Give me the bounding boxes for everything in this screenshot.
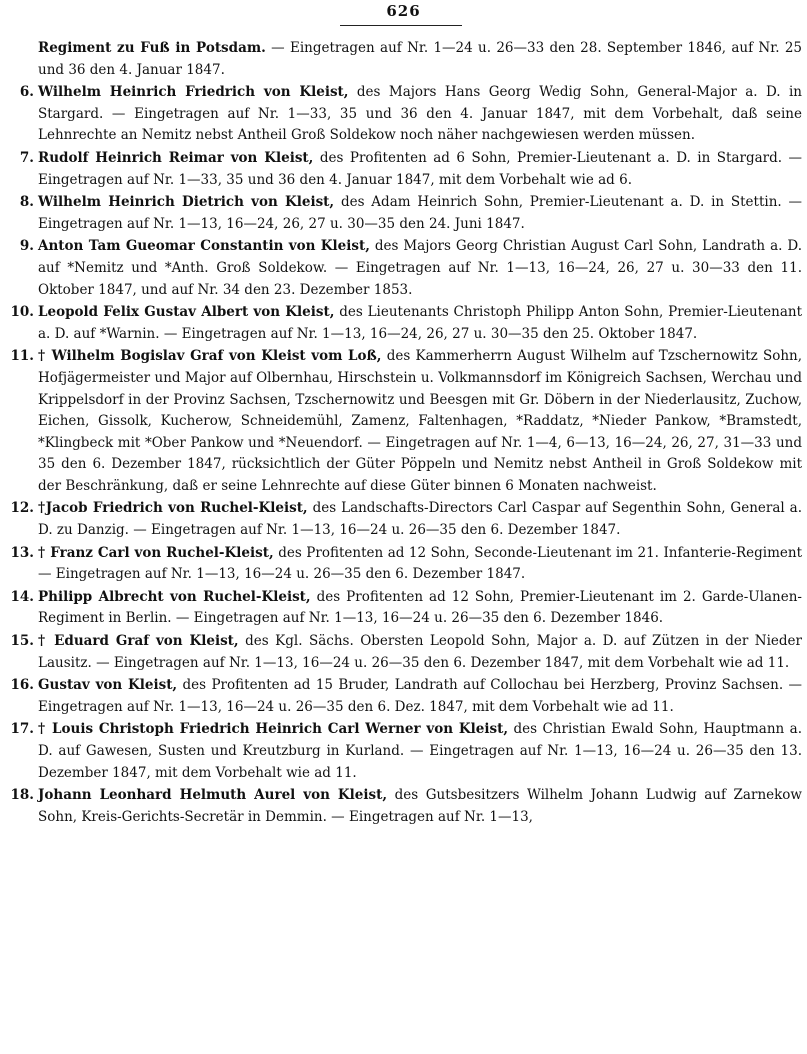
- entry-name: † Wilhelm Bogislav Graf von Kleist vom Loß,: [38, 348, 382, 365]
- entry-text: des Profitenten ad 15 Bruder, Landrath auf Collochau bei Herzberg, Provinz Sachsen. — Eingetragen auf Nr. 1—13, 16—24 u. 26—35 den 6. Dez. 1847, mit dem Vorbehalt wie ad 11.: [38, 677, 802, 715]
- entry-number: 9.: [19, 238, 34, 255]
- entry-text: des Majors Georg Christian August Carl Sohn, Landrath a. D. auf *Nemitz und *Anth. Groß Soldekow. — Eingetragen auf Nr. 1—13, 16—24, 26, 27 u. 30—33 den 11. Oktober 1847, und auf Nr. 34 den 23. Dezember 1853.: [38, 238, 802, 298]
- entry-number: 10.: [10, 304, 34, 321]
- entry-number: 17.: [10, 721, 34, 738]
- entry-number: 7.: [19, 149, 34, 166]
- entry-number: 8.: [19, 194, 34, 211]
- entry-text: des Christian Ewald Sohn, Hauptmann a. D. auf Gawesen, Susten und Kreutzburg in Kurland. — Eingetragen auf Nr. 1—13, 16—24 u. 26—35 den 13. Dezember 1847, mit dem Vorbehalt wie ad 11.: [38, 721, 803, 781]
- entry-continuation: [0, 38, 807, 81]
- entry-number: 15.: [10, 633, 34, 650]
- entry-name: † Louis Christoph Friedrich Heinrich Carl Werner von Kleist,: [38, 721, 509, 738]
- entry-10: [0, 302, 807, 345]
- entry-text: des Majors Hans Georg Wedig Sohn, General-Major a. D. in Stargard. — Eingetragen auf Nr. 1—33, 35 und 36 den 4. Januar 1847, mit dem Vorbehalt, daß seine Lehnrechte an Nemitz nebst Antheil Groß Soldekow noch näher nachgewiesen werden müssen.: [38, 84, 802, 144]
- entry-name: Regiment zu Fuß in Potsdam.: [38, 40, 266, 56]
- entry-7: [0, 148, 807, 191]
- entry-name: Rudolf Heinrich Reimar von Kleist,: [38, 149, 314, 166]
- entry-name: Leopold Felix Gustav Albert von Kleist,: [38, 304, 335, 321]
- entry-9: [0, 236, 807, 301]
- entry-text: des Profitenten ad 12 Sohn, Premier-Lieutenant im 2. Garde-Ulanen-Regiment in Berlin. — Eingetragen auf Nr. 1—13, 16—24 u. 26—35 den 6. Dezember 1846.: [38, 588, 802, 627]
- entry-number: 6.: [19, 84, 34, 101]
- entry-name: Anton Tam Gueomar Constantin von Kleist,: [38, 238, 370, 255]
- entry-text: des Lieutenants Christoph Philipp Anton Sohn, Premier-Lieutenant a. D. auf *Warnin. — Eingetragen auf Nr. 1—13, 16—24, 26, 27 u. 30—35 den 25. Oktober 1847.: [38, 304, 803, 342]
- entry-18: [0, 785, 807, 828]
- entry-name: † Franz Carl von Ruchel-Kleist,: [38, 544, 274, 561]
- entry-name: Johann Leonhard Helmuth Aurel von Kleist,: [38, 787, 388, 804]
- entry-number: 18.: [10, 787, 34, 804]
- entry-text: — Eingetragen auf Nr. 1—24 u. 26—33 den 28. September 1846, auf Nr. 25 und 36 den 4. Januar 1847.: [38, 40, 803, 78]
- entry-text: des Gutsbesitzers Wilhelm Johann Ludwig auf Zarnekow Sohn, Kreis-Gerichts-Secretär in Demmin. — Eingetragen auf Nr. 1—13,: [38, 787, 802, 825]
- entry-6: [0, 82, 807, 147]
- entry-name: Wilhelm Heinrich Dietrich von Kleist,: [38, 194, 335, 211]
- entry-number: 14.: [10, 588, 34, 605]
- entry-number: 16.: [10, 677, 34, 694]
- page-number: 626: [386, 2, 421, 20]
- entry-name: Wilhelm Heinrich Friedrich von Kleist,: [38, 84, 349, 101]
- entry-13: [0, 543, 807, 586]
- entry-17: [0, 719, 807, 784]
- entry-text: des Landschafts-Directors Carl Caspar auf Segenthin Sohn, General a. D. zu Danzig. — Eingetragen auf Nr. 1—13, 16—24 u. 26—35 den 6. Dezember 1847.: [38, 500, 802, 539]
- entry-name: † Eduard Graf von Kleist,: [38, 633, 239, 650]
- entry-text: des Adam Heinrich Sohn, Premier-Lieutenant a. D. in Stettin. — Eingetragen auf Nr. 1—13, 16—24, 26, 27 u. 30—35 den 24. Juni 1847.: [38, 194, 803, 232]
- entry-text: des Kgl. Sächs. Obersten Leopold Sohn, Major a. D. auf Zützen in der Nieder Lausitz. — Eingetragen auf Nr. 1—13, 16—24 u. 26—35 den 6. Dezember 1847, mit dem Vorbehalt wie ad 11.: [38, 633, 802, 671]
- entry-text: des Kammerherrn August Wilhelm auf Tzschernowitz Sohn, Hofjägermeister und Major auf Olbernhau, Hirschstein u. Volkmannsdorf im Königreich Sachsen, Werchau und Krippelsdorf in der Provinz Sachsen, Tzschernowitz und Beesgen mit Gr. Döbern in der Niederlausitz, Zuchow, Eichen, Gissolk, Kucherow, Schneidemühl, Zamenz, Faltenhagen, *Raddatz, *Nieder Pankow, *Bramstedt, *Klingbeck mit *Ober Pankow und *Neuendorf. — Eingetragen auf Nr. 1—4, 6—13, 16—24, 26, 27, 31—33 und 35 den 6. Dezember 1847, rücksichtlich der Güter Pöppeln und Nemitz nebst Antheil in Groß Soldekow mit der Beschränkung, daß er seine Lehnrechte auf diese Güter binnen 6 Monaten nachweist.: [38, 348, 802, 494]
- entry-text: des Profitenten ad 12 Sohn, Seconde-Lieutenant im 21. Infanterie-Regiment — Eingetragen auf Nr. 1—13, 16—24 u. 26—35 den 6. Dezember 1847.: [38, 544, 803, 583]
- entry-11: [0, 346, 807, 497]
- entry-16: [0, 675, 807, 718]
- entry-name: †Jacob Friedrich von Ruchel-Kleist,: [38, 500, 308, 517]
- entry-text: des Profitenten ad 6 Sohn, Premier-Lieutenant a. D. in Stargard. — Eingetragen auf Nr. 1—33, 35 und 36 den 4. Januar 1847, mit dem Vorbehalt wie ad 6.: [38, 149, 803, 188]
- entry-8: [0, 192, 807, 235]
- entry-12: [0, 498, 807, 541]
- entry-14: [0, 587, 807, 630]
- entry-number: 12.: [10, 500, 34, 517]
- entries-list: [0, 38, 807, 828]
- entry-number: 11.: [10, 348, 34, 365]
- entry-name: Philipp Albrecht von Ruchel-Kleist,: [38, 588, 311, 605]
- entry-number: 13.: [10, 544, 34, 561]
- header-rule: [340, 25, 462, 26]
- entry-name: Gustav von Kleist,: [38, 677, 178, 694]
- entry-15: [0, 631, 807, 674]
